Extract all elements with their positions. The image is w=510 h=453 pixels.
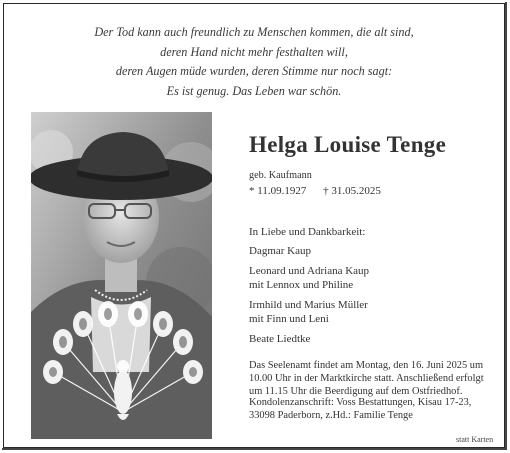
mourner-entry xyxy=(249,332,369,347)
maiden-name: geb. Kaufmann xyxy=(249,170,312,181)
mourner-line: Irmhild und Marius Müller xyxy=(249,298,368,311)
condolence-address xyxy=(249,397,471,423)
mourner-line: Dagmar Kaup xyxy=(249,245,312,257)
poem-line: Es ist genug. Das Leben war schön. xyxy=(166,83,342,98)
mourners-list xyxy=(249,244,369,352)
mourner-line: mit Lennox und Philine xyxy=(249,279,354,292)
notice-line: Das Seelenamt findet am Montag, den 16. Juni 2025 um xyxy=(249,360,484,371)
deceased-name: Helga Louise Tenge xyxy=(249,132,447,157)
statt-karten-note: statt Karten xyxy=(456,435,494,444)
poem-line: deren Augen müde wurden, deren Stimme nur noch sagt: xyxy=(115,64,393,78)
mourners-intro: In Liebe und Dankbarkeit: xyxy=(249,226,366,238)
notice-line: 10.00 Uhr in der Marktkirche statt. Anschließend erfolgt xyxy=(249,372,484,384)
poem-line: Der Tod kann auch freundlich zu Menschen kommen, die alt sind, xyxy=(94,25,414,39)
death-date: † 31.05.2025 xyxy=(323,185,381,197)
birth-date: * 11.09.1927 xyxy=(249,185,307,197)
funeral-notice xyxy=(249,360,493,398)
mourner-entry xyxy=(249,298,369,327)
poem xyxy=(4,23,504,101)
mourner-line: Beate Liedtke xyxy=(249,332,311,345)
address-line: 33098 Paderborn, z.Hd.: Familie Tenge xyxy=(249,409,413,421)
mourner-line: Leonard und Adriana Kaup xyxy=(249,264,370,277)
mourner-entry xyxy=(249,264,369,293)
poem-line: deren Hand nicht mehr festhalten will, xyxy=(160,44,348,59)
life-dates xyxy=(249,185,395,197)
mourner-line: mit Finn und Leni xyxy=(249,313,329,326)
portrait-illustration xyxy=(31,112,212,439)
mourner-entry xyxy=(249,244,369,259)
obituary-card xyxy=(3,3,505,448)
notice-line: um 11.15 Uhr die Beerdigung auf dem Ostfriedhof. xyxy=(249,385,463,397)
portrait-photo xyxy=(31,112,212,439)
address-line: Kondolenzanschrift: Voss Bestattungen, Kisau 17-23, xyxy=(249,397,472,408)
